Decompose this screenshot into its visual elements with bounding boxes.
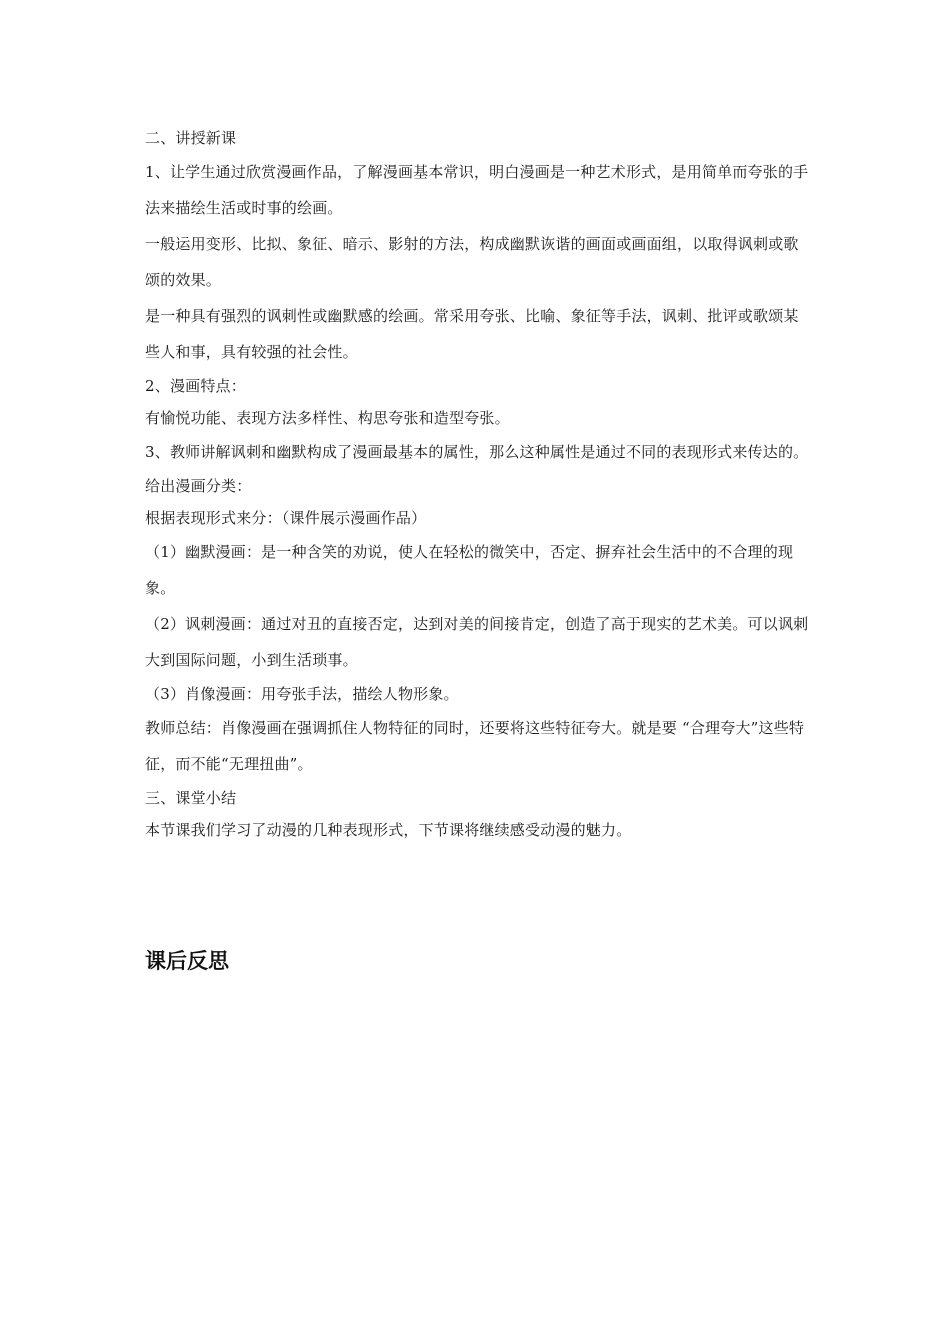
- document-body: [145, 122, 810, 846]
- paragraph-classification-title: 给出漫画分类：: [145, 477, 252, 495]
- reflection-heading: 课后反思: [145, 949, 229, 973]
- paragraph-classification-basis: 根据表现形式来分：（课件展示漫画作品）: [145, 509, 427, 527]
- paragraph-comic-satire: 是一种具有强烈的讽刺性或幽默感的绘画。常采用夸张、比喻、象征等手法，讽刺、批评或歌颂某些人和事，具有较强的社会性。: [145, 307, 799, 361]
- section-title-summary: 三、课堂小结: [145, 789, 237, 807]
- paragraph-class-summary: 本节课我们学习了动漫的几种表现形式，下节课将继续感受动漫的魅力。: [145, 821, 632, 839]
- paragraph-portrait-comic: （3）肖像漫画：用夸张手法，描绘人物形象。: [145, 685, 459, 703]
- paragraph-comic-definition: 1、让学生通过欣赏漫画作品，了解漫画基本常识，明白漫画是一种艺术形式，是用简单而夸张的手法来描绘生活或时事的绘画。: [145, 163, 809, 217]
- paragraph-satire-comic: （2）讽刺漫画：通过对丑的直接否定，达到对美的间接肯定，创造了高于现实的艺术美。可以讽刺大到国际问题，小到生活琐事。: [145, 615, 809, 669]
- paragraph-teacher-explanation: 3、教师讲解讽刺和幽默构成了漫画最基本的属性，那么这种属性是通过不同的表现形式来传达的。: [145, 443, 809, 461]
- section-title-lecture: 二、讲授新课: [145, 129, 237, 147]
- paragraph-teacher-summary: 教师总结：肖像漫画在强调抓住人物特征的同时，还要将这些特征夸大。就是要 “合理夸大”这些特征，而不能“无理扭曲”。: [145, 719, 805, 773]
- paragraph-comic-features: 有愉悦功能、表现方法多样性、构思夸张和造型夸张。: [145, 409, 510, 427]
- paragraph-comic-features-title: 2、漫画特点：: [145, 377, 246, 395]
- paragraph-comic-methods: 一般运用变形、比拟、象征、暗示、影射的方法，构成幽默诙谐的画面或画面组，以取得讽刺或歌颂的效果。: [145, 235, 799, 289]
- paragraph-humor-comic: （1）幽默漫画：是一种含笑的劝说，使人在轻松的微笑中，否定、摒弃社会生活中的不合理的现象。: [145, 543, 794, 597]
